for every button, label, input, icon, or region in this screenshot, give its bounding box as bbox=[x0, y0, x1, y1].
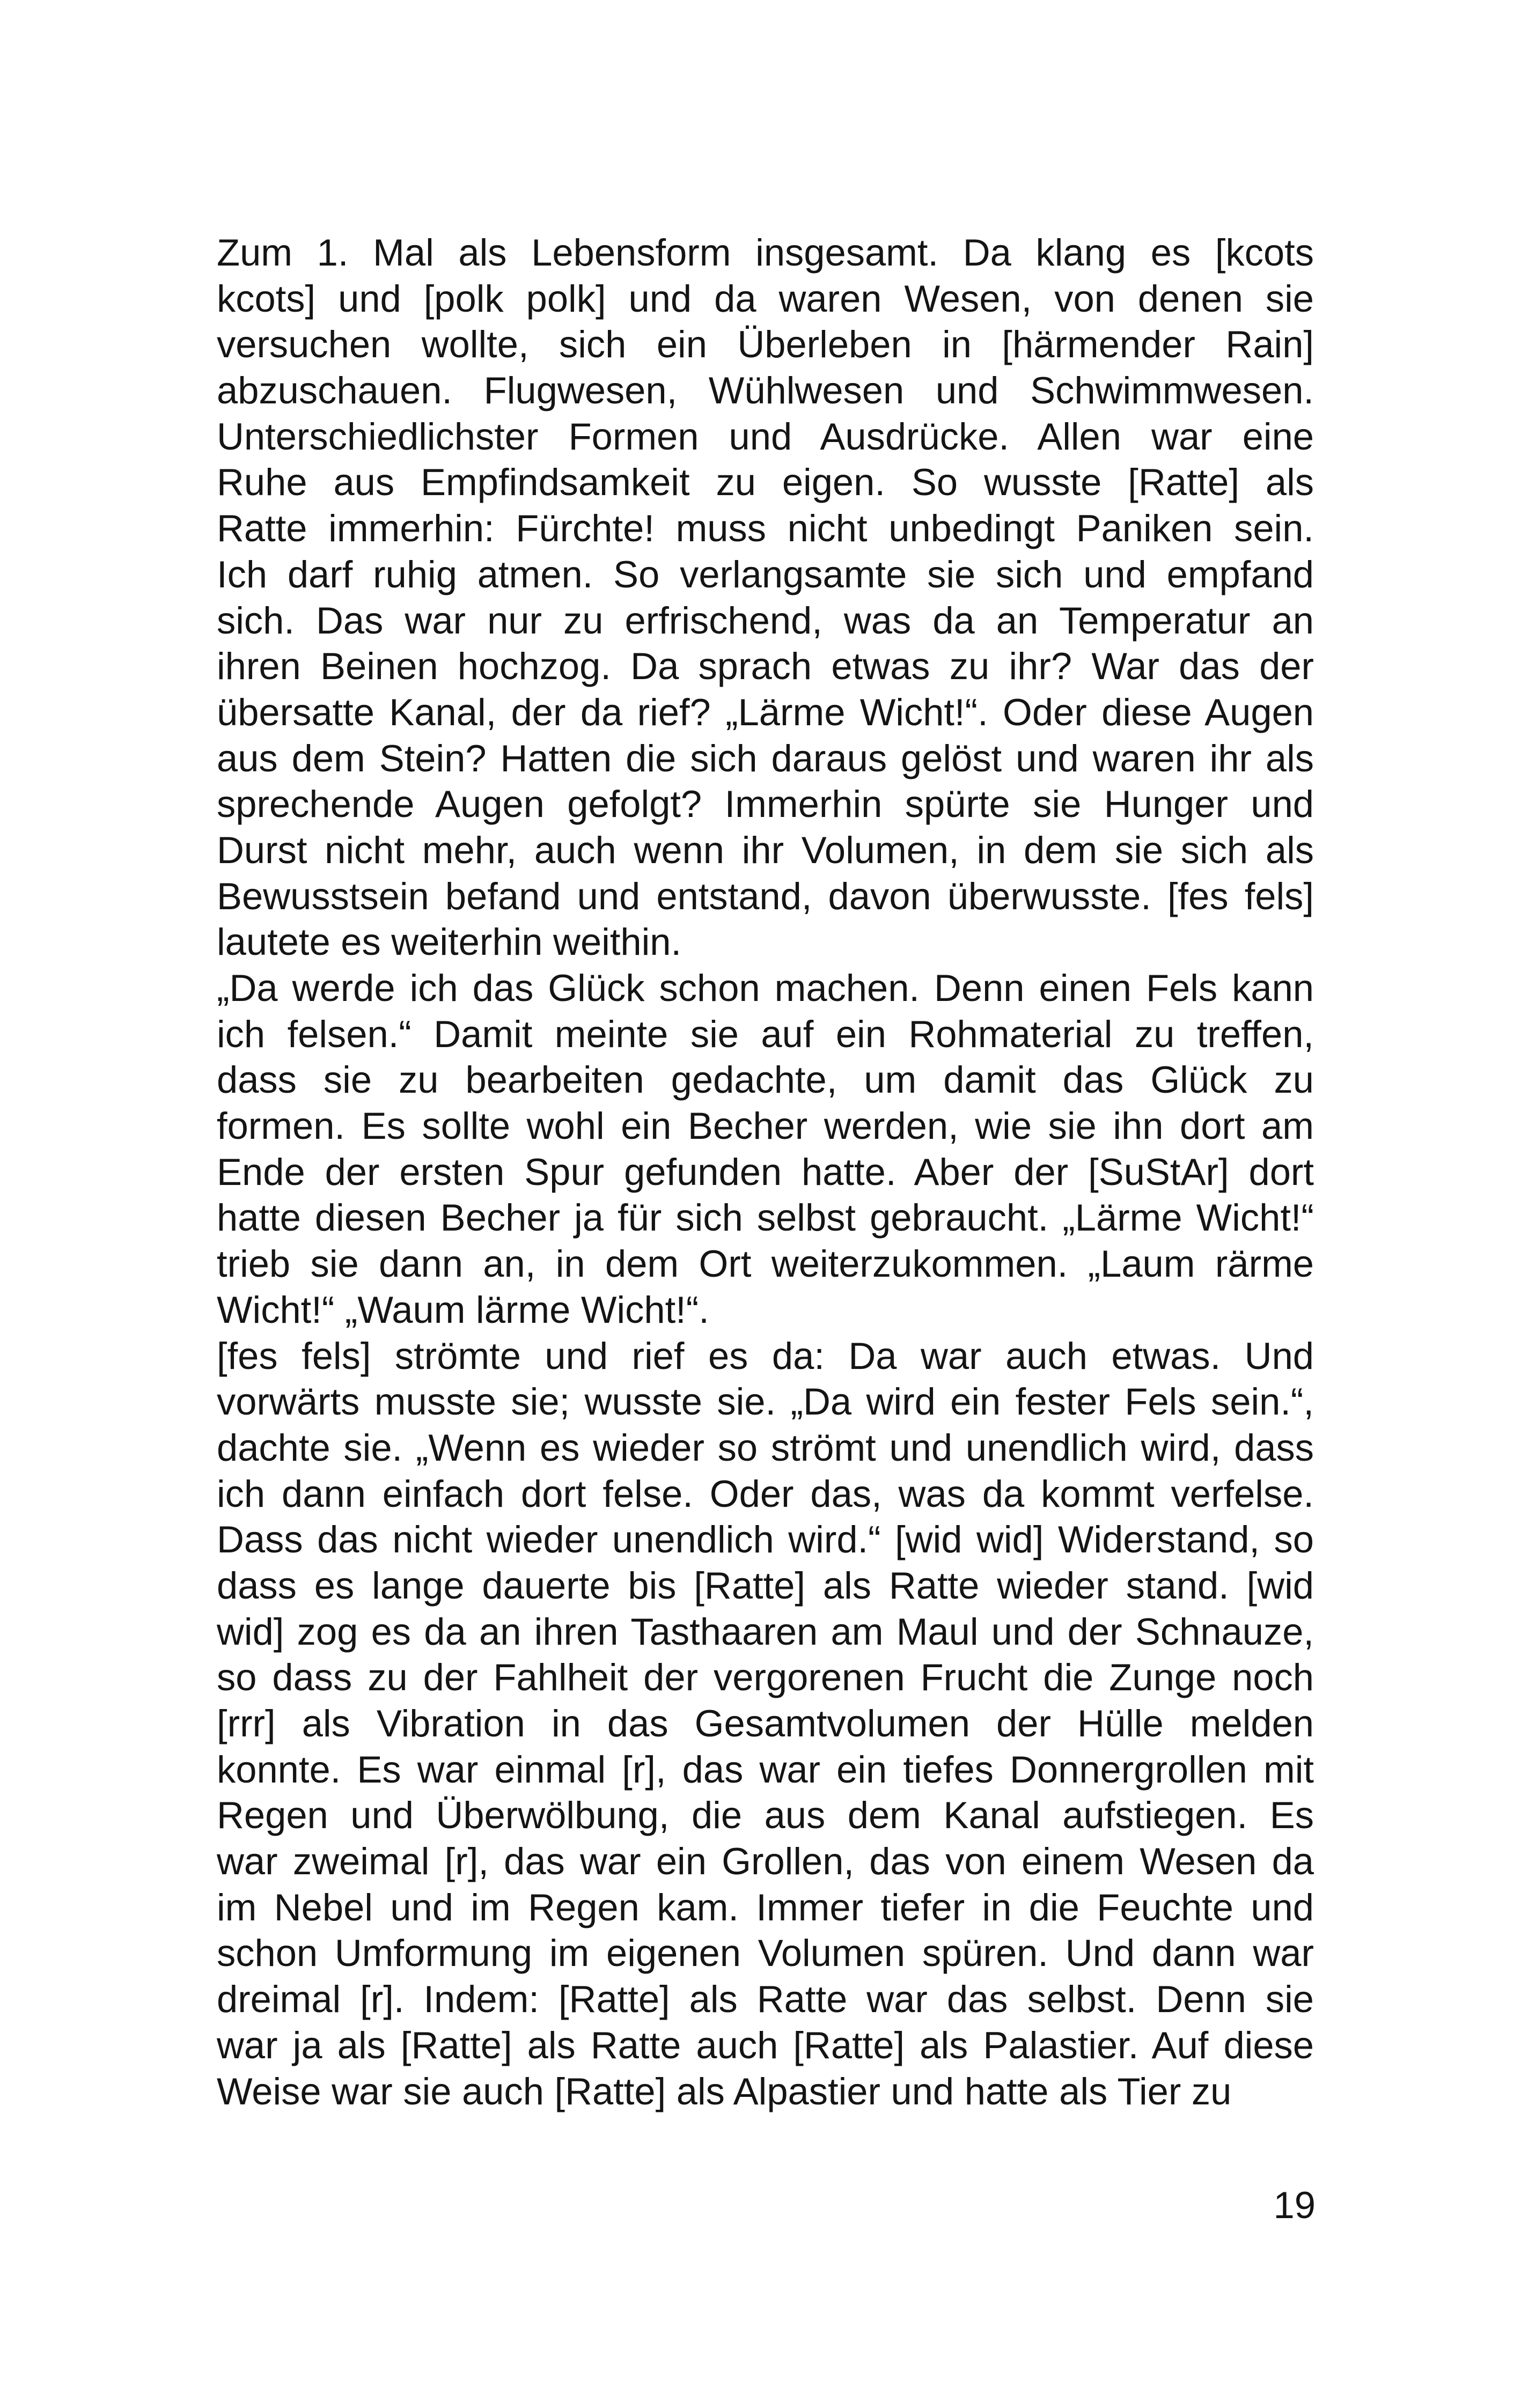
text-line: war ja als [Ratte] als Ratte auch [Ratte] als Palastier. Auf diese bbox=[217, 2023, 1314, 2066]
text-line: formen. Es sollte wohl ein Becher werden, wie sie ihn dort am bbox=[217, 1104, 1314, 1147]
text-line: aus dem Stein? Hatten die sich daraus gelöst und waren ihr als bbox=[217, 737, 1314, 779]
text-line: dass es lange dauerte bis [Ratte] als Ratte wieder stand. [wid bbox=[217, 1564, 1314, 1607]
text-line: hatte diesen Becher ja für sich selbst gebraucht. „Lärme Wicht!“ bbox=[217, 1196, 1314, 1239]
text-line: ich dann einfach dort felse. Oder das, was da kommt verfelse. bbox=[217, 1472, 1314, 1515]
text-line: schon Umformung im eigenen Volumen spüren. Und dann war bbox=[217, 1932, 1314, 1975]
text-line: im Nebel und im Regen kam. Immer tiefer in die Feuchte und bbox=[217, 1886, 1314, 1928]
paragraph bbox=[217, 965, 1314, 1333]
body-text bbox=[217, 230, 1314, 2114]
text-line: lautete es weiterhin weithin. bbox=[217, 921, 682, 963]
text-line: versuchen wollte, sich ein Überleben in [härmender Rain] bbox=[217, 323, 1314, 366]
text-line: [fes fels] strömte und rief es da: Da war auch etwas. Und bbox=[217, 1334, 1314, 1377]
text-line: Ich darf ruhig atmen. So verlangsamte sie sich und empfand bbox=[217, 553, 1314, 595]
text-line: Durst nicht mehr, auch wenn ihr Volumen, in dem sie sich als bbox=[217, 828, 1314, 871]
text-line: vorwärts musste sie; wusste sie. „Da wird ein fester Fels sein.“, bbox=[217, 1380, 1314, 1423]
text-line: Wicht!“ „Waum lärme Wicht!“. bbox=[217, 1288, 709, 1331]
text-line: Ratte immerhin: Fürchte! muss nicht unbedingt Paniken sein. bbox=[217, 507, 1314, 550]
text-line: abzuschauen. Flugwesen, Wühlwesen und Schwimmwesen. bbox=[217, 369, 1314, 412]
text-line: ihren Beinen hochzog. Da sprach etwas zu ihr? War das der bbox=[217, 645, 1314, 688]
text-line: Zum 1. Mal als Lebensform insgesamt. Da klang es [kcots bbox=[217, 231, 1314, 274]
text-line: dass sie zu bearbeiten gedachte, um damit das Glück zu bbox=[217, 1058, 1314, 1101]
text-line: wid] zog es da an ihren Tasthaaren am Maul und der Schnauze, bbox=[217, 1610, 1314, 1653]
paragraph bbox=[217, 230, 1314, 965]
paragraph bbox=[217, 1333, 1314, 2115]
text-line: Unterschiedlichster Formen und Ausdrücke. Allen war eine bbox=[217, 415, 1314, 458]
text-line: trieb sie dann an, in dem Ort weiterzukommen. „Laum rärme bbox=[217, 1242, 1314, 1285]
text-line: Regen und Überwölbung, die aus dem Kanal aufstiegen. Es bbox=[217, 1794, 1314, 1837]
text-line: kcots] und [polk polk] und da waren Wesen, von denen sie bbox=[217, 277, 1314, 320]
text-line: dreimal [r]. Indem: [Ratte] als Ratte war das selbst. Denn sie bbox=[217, 1978, 1314, 2021]
text-line: sprechende Augen gefolgt? Immerhin spürte sie Hunger und bbox=[217, 783, 1314, 826]
text-line: übersatte Kanal, der da rief? „Lärme Wicht!“. Oder diese Augen bbox=[217, 690, 1314, 733]
text-line: sich. Das war nur zu erfrischend, was da an Temperatur an bbox=[217, 599, 1314, 642]
text-line: war zweimal [r], das war ein Grollen, das von einem Wesen da bbox=[217, 1840, 1314, 1883]
text-line: „Da werde ich das Glück schon machen. Denn einen Fels kann bbox=[217, 967, 1314, 1009]
text-line: Ruhe aus Empfindsamkeit zu eigen. So wusste [Ratte] als bbox=[217, 461, 1314, 504]
text-line: Weise war sie auch [Ratte] als Alpastier und hatte als Tier zu bbox=[217, 2070, 1232, 2112]
text-line: konnte. Es war einmal [r], das war ein tiefes Donnergrollen mit bbox=[217, 1748, 1314, 1791]
text-line: dachte sie. „Wenn es wieder so strömt und unendlich wird, dass bbox=[217, 1426, 1314, 1469]
text-line: Ende der ersten Spur gefunden hatte. Aber der [SuStAr] dort bbox=[217, 1150, 1314, 1193]
text-line: Dass das nicht wieder unendlich wird.“ [wid wid] Widerstand, so bbox=[217, 1518, 1314, 1561]
text-line: so dass zu der Fahlheit der vergorenen Frucht die Zunge noch bbox=[217, 1656, 1314, 1699]
text-line: Bewusstsein befand und entstand, davon überwusste. [fes fels] bbox=[217, 874, 1314, 917]
text-line: [rrr] als Vibration in das Gesamtvolumen der Hülle melden bbox=[217, 1702, 1314, 1744]
page-number: 19 bbox=[1273, 2184, 1316, 2226]
text-line: ich felsen.“ Damit meinte sie auf ein Rohmaterial zu treffen, bbox=[217, 1012, 1314, 1055]
